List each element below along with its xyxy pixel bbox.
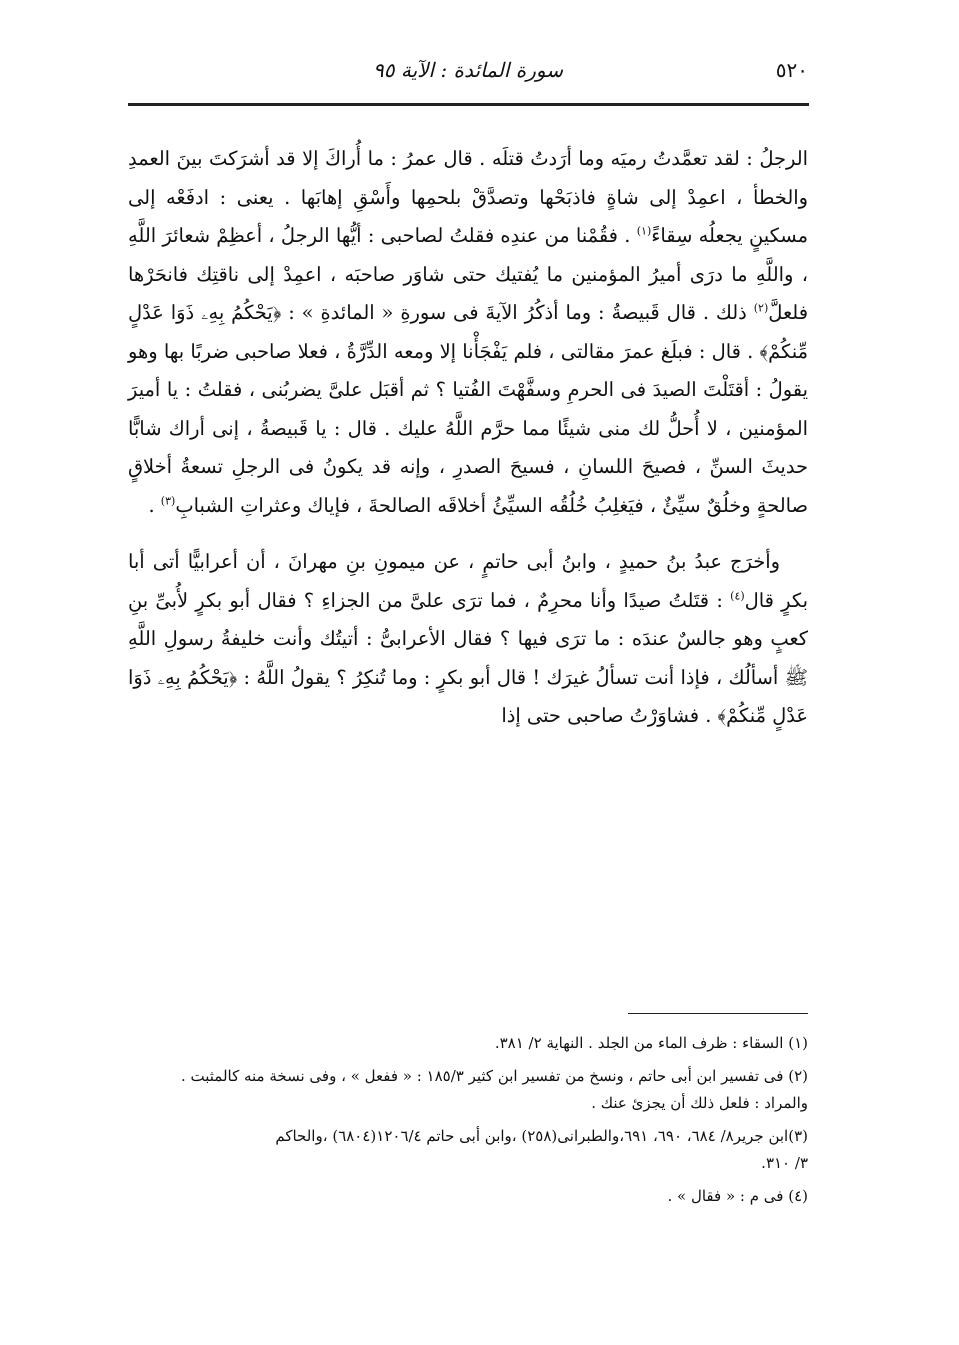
- footnote-text: (٢) فى تفسير ابن أبى حاتم ، ونسخ من تفسير ابن كثير ١٨٥/٣ : « ففعل » ، وفى نسخة منه كالمثبت .: [180, 1067, 808, 1085]
- footnote-separator: [628, 1013, 808, 1014]
- footnote: [128, 1030, 808, 1057]
- footnote-ref[interactable]: (٢): [753, 301, 769, 315]
- page-header: [128, 58, 808, 98]
- text-run: وأخرَج عبدُ بنُ حميدٍ ، وابنُ أبى حاتمٍ ، عن ميمونِ بنِ مهرانَ ، أن أعرابيًّا أتى أبا بكرٍ قال: [128, 550, 808, 612]
- footnote-text: (٤) فى م : « فقال » .: [667, 1187, 808, 1205]
- footnotes: [128, 1030, 808, 1216]
- footnote-ref[interactable]: (٣): [160, 494, 176, 508]
- header-rule: [128, 103, 809, 106]
- text-run: ذلك . قال قَبيصةُ : وما أذكُرُ الآيةَ فى سورةِ « المائدةِ » : ﴿يَحْكُمُ بِهِۦ ذَوَا عَدْلٍ مِّنكُمْ﴾ . قال : فبلَغ عمرَ مقالتى ، فلم يَفْجَأْنا إلا ومعه الدِّرَّةُ ، فعلا صاحبى ضربًا بها وهو يقولُ : أقتَلْتَ الصيدَ فى الحرمِ وسفَّهْتَ الفُتيا ؟ ثم أقبَل علىَّ يضربُنى ، فقلتُ : يا أميرَ المؤمنين ، لا أُحلُّ لك منى شيئًا مما حرَّم اللَّهُ عليك . قال : يا قَبيصةُ ، إنى أراك شابًّا حديثَ السنِّ ، فصيحَ اللسانِ ، فسيحَ الصدرِ ، وإنه قد يكونُ فى الرجلِ تسعةُ أخلاقٍ صالحةٍ وخلُقٌ سيِّئٌ ، فيَغلِبُ خُلُقُه السيِّئُ أخلاقَه الصالحةَ ، فإياك وعثراتِ الشبابِ: [128, 301, 808, 517]
- footnote: [128, 1123, 808, 1177]
- text-run: الرجلُ : لقد تعمَّدتُ رميَه وما أرَدتُ قتلَه . قال عمرُ : ما أُراكَ إلا قد أشرَكتَ بينَ العمدِ والخطأ ، اعمِدْ إلى شاةٍ فاذبَحْها وتصدَّقْ بلحمِها وأَسْقِ إهابَها . يعنى : ادفَعْه إلى مسكينٍ يجعلُه سِقاءً: [128, 147, 808, 247]
- footnote-ref[interactable]: (١): [636, 224, 652, 238]
- footnote: [128, 1063, 808, 1117]
- paragraph: [128, 543, 808, 736]
- paragraph: [128, 140, 808, 525]
- main-text: [128, 140, 808, 736]
- footnote-text: (١) السقاء : ظرف الماء من الجلد . النهاية ٢/ ٣٨١.: [494, 1034, 808, 1052]
- footnote-continuation: ٣/ ٣١٠.: [761, 1154, 808, 1172]
- text-run: .: [148, 493, 161, 517]
- running-title: سورة المائدة : الآية ٩٥: [373, 58, 563, 82]
- footnote: [128, 1183, 808, 1210]
- footnote-continuation: والمراد : فلعل ذلك أن يجزئ عنك .: [591, 1094, 808, 1112]
- page-number: ٥٢٠: [775, 58, 808, 82]
- footnote-ref[interactable]: (٤): [730, 589, 745, 603]
- footnote-text: (٣)ابن جرير٨/ ٦٨٤، ٦٩٠، ٦٩١،والطبرانى(٢٥٨) ،وابن أبى حاتم ١٢٠٦/٤(٦٨٠٤) ،والحاكم: [275, 1127, 808, 1145]
- text-run: . فقُمْنا من عندِه فقلتُ لصاحبى : أيُّها الرجلُ ، أعظِمْ شعائرَ اللَّهِ ، واللَّهِ ما درَى أميرُ المؤمنين ما يُفتيك حتى شاوَر صاحبَه ، اعمِدْ إلى ناقتِك فانحَرْها فلعلَّ: [128, 224, 808, 324]
- text-run: : قتَلتُ صيدًا وأنا محرِمٌ ، فما ترَى علىَّ من الجزاءِ ؟ فقال أبو بكرٍ لأُبىِّ بنِ كعبٍ وهو جالسٌ عندَه : ما ترَى فيها ؟ فقال الأعرابىُّ : أتيتُك وأنت خليفةُ رسولِ اللَّهِ ﷺ أسألُك ، فإذا أنت تسألُ غيرَك ! قال أبو بكرٍ : وما تُنكِرُ ؟ يقولُ اللَّهُ : ﴿يَحْكُمُ بِهِۦ ذَوَا عَدْلٍ مِّنكُمْ﴾ . فشاوَرْتُ صاحبى حتى إذا: [128, 588, 808, 727]
